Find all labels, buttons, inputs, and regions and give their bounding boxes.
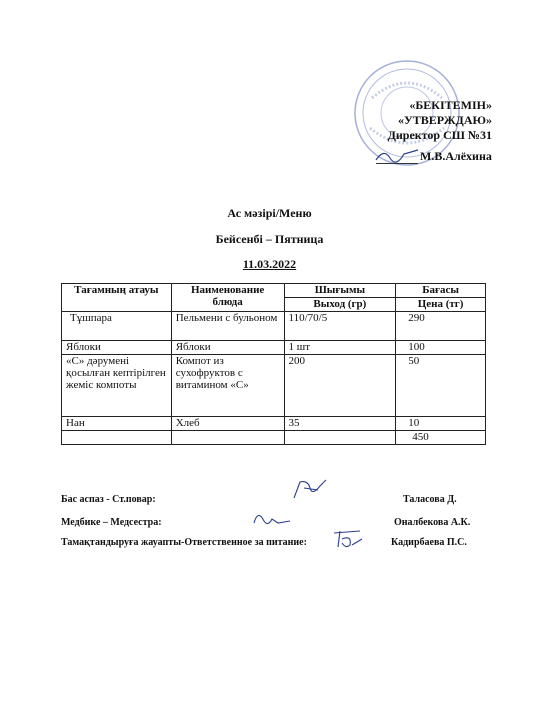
table-row xyxy=(62,355,486,417)
approval-line-3: Директор СШ №31 xyxy=(387,128,492,142)
signature-name-nurse: Оналбекова А.К. xyxy=(394,517,471,528)
table-row xyxy=(62,312,486,341)
total-price: 450 xyxy=(396,431,486,445)
cell-kz: «С» дәрумені қосылған кептірілген жеміс компоты xyxy=(62,355,172,417)
cell-ru: Компот из сухофруктов с витамином «С» xyxy=(171,355,284,417)
cell-yield: 200 xyxy=(284,355,396,417)
table-row xyxy=(62,417,486,431)
cell-price: 100 xyxy=(396,341,486,355)
cell-price: 50 xyxy=(396,355,486,417)
signature-name-responsible: Кадирбаева П.С. xyxy=(391,537,467,548)
menu-date: 11.03.2022 xyxy=(242,257,297,271)
signature-role-nurse: Медбике – Медсестра: xyxy=(61,517,162,528)
col-header-kz: Тағамның атауы xyxy=(62,284,172,312)
approval-line-1: «БЕКІТЕМІН» xyxy=(409,98,492,112)
cell-yield: 110/70/5 xyxy=(284,312,396,341)
director-name: М.В.Алёхина xyxy=(420,149,492,163)
cell-ru: Пельмени с бульоном xyxy=(171,312,284,341)
nurse-signature-icon xyxy=(250,505,294,529)
cell-kz: Яблоки xyxy=(62,341,172,355)
menu-day: Бейсенбі – Пятница xyxy=(215,232,324,246)
menu-table xyxy=(61,283,486,445)
cell-price: 10 xyxy=(396,417,486,431)
approval-line-2: «УТВЕРЖДАЮ» xyxy=(397,113,492,127)
cell-price: 290 xyxy=(396,312,486,341)
col-header-price-kz: Бағасы xyxy=(396,284,486,298)
col-header-ru: Наименование блюда xyxy=(171,284,284,312)
col-header-price-ru: Цена (тг) xyxy=(396,298,486,312)
cell-kz: Нан xyxy=(62,417,172,431)
signature-role-chef: Бас аспаз - Ст.повар: xyxy=(61,494,156,505)
menu-title: Ас мәзірі/Меню xyxy=(227,206,312,220)
responsible-signature-icon xyxy=(330,525,366,551)
signature-role-responsible: Тамақтандыруға жауапты-Ответственное за питание: xyxy=(61,537,307,548)
table-total-row xyxy=(62,431,486,445)
cell-ru: Хлеб xyxy=(171,417,284,431)
cell-ru: Яблоки xyxy=(171,341,284,355)
approval-block xyxy=(380,98,492,143)
col-header-yield-kz: Шығымы xyxy=(284,284,396,298)
col-header-yield-ru: Выход (гр) xyxy=(284,298,396,312)
table-row xyxy=(62,341,486,355)
chef-signature-icon xyxy=(290,478,330,502)
signature-name-chef: Таласова Д. xyxy=(403,494,457,505)
cell-yield: 1 шт xyxy=(284,341,396,355)
cell-kz: Тұшпара xyxy=(62,312,172,341)
cell-yield: 35 xyxy=(284,417,396,431)
director-signature-icon xyxy=(374,146,422,166)
